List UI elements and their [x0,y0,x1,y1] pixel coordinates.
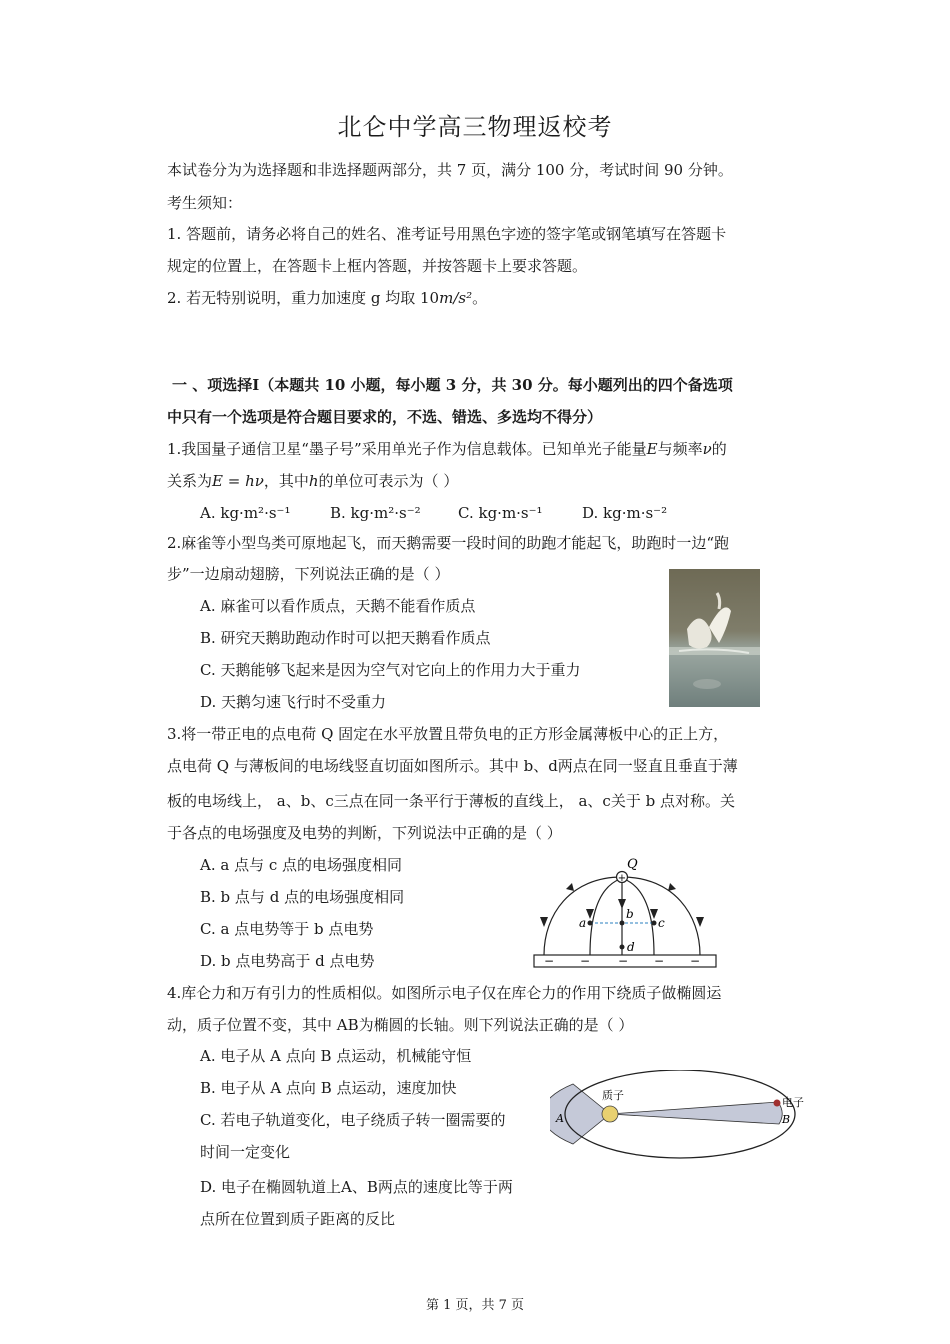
q3-option-b: B. b 点与 d 点的电场强度相同 [200,888,405,906]
page-title: 北仑中学高三物理返校考 [337,113,613,141]
q4-option-b: B. 电子从 A 点向 B 点运动，速度加快 [200,1079,457,1097]
q3-stem-line2: 点电荷 Q 与薄板间的电场线竖直切面如图所示。其中 b、d两点在同一竖直且垂直于薄 [167,757,738,775]
q4-option-d: D. 电子在椭圆轨道上A、B两点的速度比等于两 [200,1178,513,1196]
q4-option-a: A. 电子从 A 点向 B 点运动，机械能守恒 [200,1047,472,1065]
q1-text3: ，其中 [263,472,309,490]
q4-option-d-cont: 点所在位置到质子距离的反比 [200,1210,396,1228]
section-header-cont: 中只有一个选项是符合题目要求的，不选、错选、多选均不得分） [167,408,603,426]
q2-option-d: D. 天鹅匀速飞行时不受重力 [200,693,387,711]
q2-option-a: A. 麻雀可以看作质点，天鹅不能看作质点 [200,597,476,615]
q1-option-b: B. kg·m²·s⁻² [330,504,421,522]
q1-h: h [308,472,319,490]
label-b: b [626,907,634,921]
notice-item-1-cont: 规定的位置上，在答题卡上框内答题，并按答题卡上要求答题。 [167,257,588,275]
label-A: A [556,1112,564,1125]
minus-sign: − [690,954,701,968]
label-Q: Q [627,857,638,872]
minus-sign: − [618,954,629,968]
notice-item-2-text: 2. 若无特别说明，重力加速度 g 均取 [167,289,420,307]
gravity-unit: m/s² [439,289,473,307]
q3-stem-line1: 3.将一带正电的点电荷 Q 固定在水平放置且带负电的正方形金属薄板中心的正上方， [167,725,729,743]
minus-sign: − [580,954,591,968]
label-electron: 电子 [782,1096,804,1109]
q3-option-a: A. a 点与 c 点的电场强度相同 [200,856,403,874]
sector-near-B [610,1102,782,1124]
q4-option-c-cont: 时间一定变化 [200,1143,291,1161]
q4-option-c: C. 若电子轨道变化，电子绕质子转一圈需要的 [200,1111,506,1129]
q1-option-c: C. kg·m·s⁻¹ [458,504,543,522]
q2-option-c: C. 天鹅能够飞起来是因为空气对它向上的作用力大于重力 [200,661,581,679]
q3-option-d: D. b 点电势高于 d 点电势 [200,952,375,970]
intro-line: 本试卷分为为选择题和非选择题两部分，共 7 页，满分 100 分，考试时间 90 分钟。 [167,161,733,179]
minus-sign: − [544,954,555,968]
q3-stem-line4: 于各点的电场强度及电势的判断，下列说法中正确的是（ ） [167,824,562,842]
q1-option-a: A. kg·m²·s⁻¹ [200,504,291,522]
page-footer: 第 1 页，共 7 页 [425,1298,525,1313]
q3-option-c: C. a 点电势等于 b 点电势 [200,920,374,938]
q1-text2: 关系为 [167,472,213,490]
label-d: d [627,940,635,954]
section-header: 一 、项选择Ⅰ（本题共 10 小题，每小题 3 分，共 30 分。每小题列出的四个备选项 [172,376,733,394]
q1-text4: 的单位可表示为（ ） [318,472,459,490]
q4-stem-line1: 4.库仑力和万有引力的性质相似。如图所示电子仅在库仑力的作用下绕质子做椭圆运 [167,984,722,1002]
q2-option-b: B. 研究天鹅助跑动作时可以把天鹅看作质点 [200,629,491,647]
notice-item-1: 1. 答题前，请务必将自己的姓名、准考证号用黑色字迹的签字笔或钢笔填写在答题卡 [167,225,727,243]
q1-option-d: D. kg·m·s⁻² [582,504,668,522]
notice-item-2-end: 。 [472,289,488,307]
q1-end: 的 [711,440,727,458]
q1-formula: E = hν [212,472,264,490]
q1-text: 1.我国量子通信卫星“墨子号”采用单光子作为信息载体。已知单光子能量 [167,440,647,458]
elliptical-orbit-figure [550,1070,815,1175]
notice-title: 考生须知： [167,194,243,212]
label-B: B [782,1113,791,1126]
q1-mid: 与频率 [657,440,703,458]
electric-field-figure [530,855,720,971]
q1-E: E [646,440,658,458]
q2-stem-line1: 2.麻雀等小型鸟类可原地起飞，而天鹅需要一段时间的助跑才能起飞，助跑时一边“跑 [167,534,729,552]
label-a: a [579,916,587,930]
proton [602,1106,618,1122]
minus-sign: − [654,954,665,968]
q1-stem-line1 [167,439,727,459]
plus-sign: + [617,873,627,884]
q1-stem-line2 [167,471,458,491]
q2-stem-line2: 步”一边扇动翅膀，下列说法正确的是（ ） [167,565,450,583]
q4-stem-line2: 动，质子位置不变，其中 AB为椭圆的长轴。则下列说法正确的是（ ） [167,1016,634,1034]
gravity-value: 10 [420,289,440,307]
notice-item-2 [167,288,487,308]
electron [774,1100,781,1107]
q1-nu: ν [702,440,712,458]
label-proton: 质子 [602,1089,624,1102]
q3-stem-line3: 板的电场线上， a、b、c三点在同一条平行于薄板的直线上， a、c关于 b 点对称。关 [167,792,735,810]
label-c: c [658,916,665,930]
field-line-mid [590,879,620,955]
swan-photo [669,569,760,707]
